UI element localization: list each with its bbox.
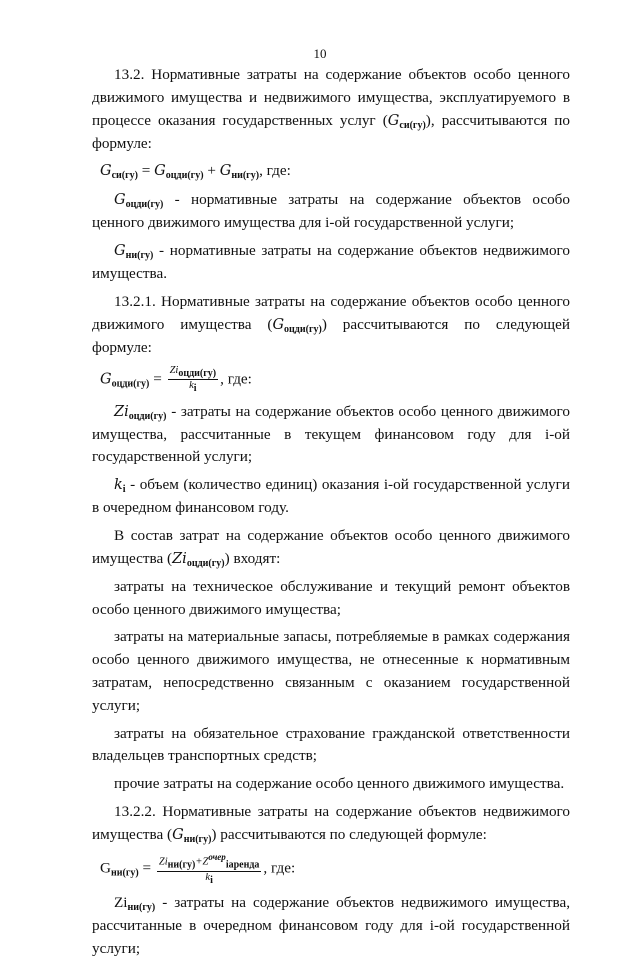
fraction: $\frac{Zi_{ни(гу)}+Z^{очер}_{iаренда}}{k_i}$ xyxy=(158,851,260,886)
list-item: затраты на материальные запасы, потребляемые в рамках содержания особо ценного движимого имущества, не отнесенные к нормативным затратам, непосредственно связанным с оказанием государственной услуги; xyxy=(92,628,570,714)
formula-g-si: $G_{си(гу)} = G_{оцди(гу)} + G_{ни(гу)}$, где: xyxy=(100,162,291,182)
definition-g-ni: $G_{ни(гу)}$ - нормативные затраты на содержание объектов недвижимого имущества. xyxy=(92,242,570,283)
paragraph-13-2-1: 13.2.1. Нормативные затраты на содержание объектов особо ценного движимого имущества $(G_{оцди(гу)})$ рассчитываются по следующей формуле: xyxy=(92,292,570,356)
paragraph-13-2: 13.2. Нормативные затраты на содержание объектов особо ценного движимого имущества и недвижимого имущества, эксплуатируемого в процессе оказания государственных услуг $(G_{си(гу)})$, рассчитываются по формуле: xyxy=(92,66,570,152)
list-item: затраты на обязательное страхование гражданской ответственности владельцев транспортных средств; xyxy=(92,724,570,765)
formula-g-ni: $G_{ни(гу)}$ = $\frac{Zi_{ни(гу)}+Z^{очер}_{iаренда}}{k_i}$ , где: xyxy=(100,851,296,886)
page-number: 10 xyxy=(313,46,327,61)
paragraph-composition: В состав затрат на содержание объектов особо ценного движимого имущества $(Zi_{оцди(гу)})$ входят: xyxy=(92,526,570,569)
definition-g-ocdi: $G_{оцди(гу)}$ - нормативные затраты на содержание объектов особо ценного движимого имущества для i-ой государственной услуги; xyxy=(92,191,570,232)
paragraph-13-2-2: 13.2.2. Нормативные затраты на содержание объектов недвижимого имущества $(G_{ни(гу)})$ рассчитываются по следующей формуле: xyxy=(92,802,570,845)
definition-k: $k_i$ - объем (количество единиц) оказания i-ой государственной услуги в очередном финансовом году. xyxy=(92,476,570,517)
definition-z-ocdi: $Zi_{оцди(гу)}$ - затраты на содержание объектов особо ценного движимого имущества, рассчитанные в текущем финансовом году для i-ой государственной услуги; xyxy=(92,402,570,466)
list-item: прочие затраты на содержание особо ценного движимого имущества. xyxy=(114,775,565,793)
fraction: $\frac{Zi_{оцди(гу)}}{k_i}$ xyxy=(169,364,217,395)
definition-z-ni: $Zi_{ни(гу)}$ - затраты на содержание объектов недвижимого имущества, рассчитанные в очередном финансовом году для i-ой государственной услуги; xyxy=(92,894,570,958)
list-item: затраты на техническое обслуживание и текущий ремонт объектов особо ценного движимого имущества; xyxy=(92,577,570,618)
formula-g-ocdi: $G_{оцди(гу)}$ = $\frac{Zi_{оцди(гу)}}{k_i}$ , где: xyxy=(100,364,252,395)
document-body xyxy=(92,64,570,966)
